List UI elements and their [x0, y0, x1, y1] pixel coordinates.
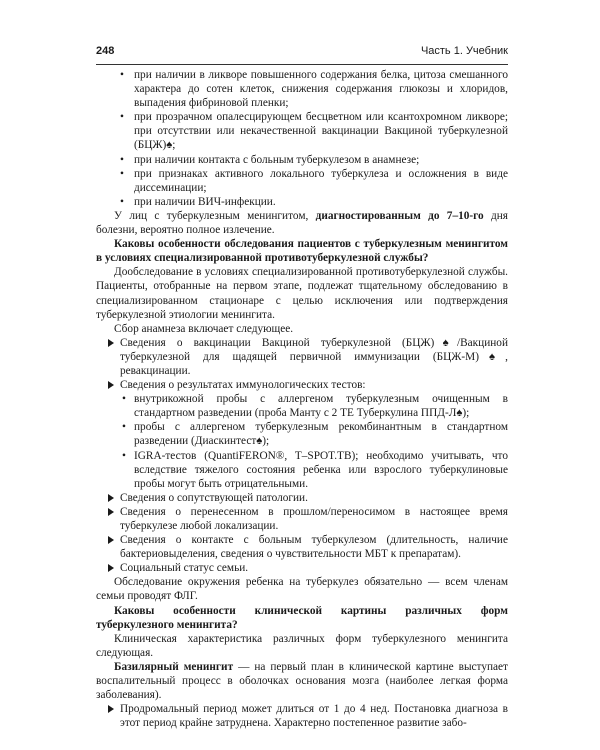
list-item: Продромальный период может длиться от 1 до 4 нед. Постановка диагноза в этот период крайне затруднена. Характерно постепенное развитие забо- [96, 702, 508, 730]
list-item: • при прозрачном опалесцирующем бесцветном или ксантохромном ликворе; при отсутствии или некачественной вакцинации Вакциной туберкулезной (БЦЖ)♠; [96, 110, 508, 152]
list-item: Сведения о сопутствующей патологии. [96, 491, 508, 505]
list-item: • при наличии контакта с больным туберкулезом в анамнезе; [96, 153, 508, 167]
criteria-list [96, 68, 508, 209]
list-item: • при наличии в ликворе повышенного содержания белка, цитоза смешанного характера до сотен клеток, снижения содержания глюкозы и хлоридов, выпадения фибриновой пленки; [96, 68, 508, 110]
page-body [96, 68, 508, 730]
sub-list-item: • внутрикожной пробы с аллергеном туберкулезным очищенным в стандартном разведении (проба Манту с 2 ТЕ Туберкулина ППД-Л♠); [120, 392, 508, 420]
sub-list [120, 392, 508, 491]
sub-list-item: • пробы с аллергеном туберкулезным рекомбинантным в стандартном разведении (Диаскинтест♠); [120, 420, 508, 448]
anamnesis-list [96, 336, 508, 576]
list-item: • при признаках активного локального туберкулеза и осложнения в виде диссеминации; [96, 167, 508, 195]
paragraph: Сбор анамнеза включает следующее. [114, 322, 294, 335]
list-item: Сведения о результатах иммунологических тестов: • внутрикожной пробы с аллергеном туберкулезным очищенным в стандартном разведении (проба Манту с 2 ТЕ Туберкулина ППД-Л♠); • пробы с аллергеном туберкулезным рекомбинантным в стандартном разведении (Диаскинтест♠); • IGRA-тестов (QuantiFERON®, T–SPOT.TB); необходимо учитывать, что вследствие тяжелого состояния ребенка или взрослого туберкулиновые пробы могут быть отрицательными. [96, 378, 508, 491]
paragraph-basilar: Базилярный менингит — на первый план в клинической картине выступает воспалительный процесс в оболочках основания мозга (наиболее легкая форма заболевания). [96, 660, 508, 702]
list-item: Социальный статус семьи. [96, 561, 508, 575]
question-heading: Каковы особенности клинической картины различных форм туберкулезного менингита? [96, 604, 508, 631]
paragraph: Клиническая характеристика различных форм туберкулезного менингита следующая. [96, 632, 508, 659]
running-header [96, 42, 508, 65]
paragraph: Обследование окружения ребенка на туберкулез обязательно — всем членам семьи проводят ФЛГ. [96, 576, 508, 603]
list-item: • при наличии ВИЧ-инфекции. [96, 195, 508, 209]
question-heading: Каковы особенности обследования пациентов с туберкулезным менингитом в условиях специализированной противотуберкулезной службы? [96, 238, 508, 265]
list-item: Сведения о контакте с больным туберкулезом (длительность, наличие бактериовыделения, сведения о чувствительности МБТ к препаратам). [96, 533, 508, 561]
list-item: Сведения о вакцинации Вакциной туберкулезной (БЦЖ)♠/Вакциной туберкулезной для щадящей первичной иммунизации (БЦЖ-М)♠, ревакцинации. [96, 336, 508, 378]
list-item: Сведения о перенесенном в прошлом/переносимом в настоящее время туберкулезе любой локализации. [96, 505, 508, 533]
page-number: 248 [96, 45, 115, 57]
section-title: Часть 1. Учебник [420, 45, 508, 57]
paragraph-prognosis: У лиц с туберкулезным менингитом, диагностированным до 7–10-го дня болезни, вероятно полное излечение. [96, 209, 508, 237]
paragraph: Дообследование в условиях специализированной противотуберкулезной службы. Пациенты, отобранные на первом этапе, подлежат тщательному обследованию в специализированном стационаре с целью исключения или подтверждения туберкулезной этиологии менингита. [96, 266, 508, 321]
sub-list-item: • IGRA-тестов (QuantiFERON®, T–SPOT.TB); необходимо учитывать, что вследствие тяжелого состояния ребенка или взрослого туберкулиновые пробы могут быть отрицательными. [120, 449, 508, 491]
prodromal-list [96, 702, 508, 730]
